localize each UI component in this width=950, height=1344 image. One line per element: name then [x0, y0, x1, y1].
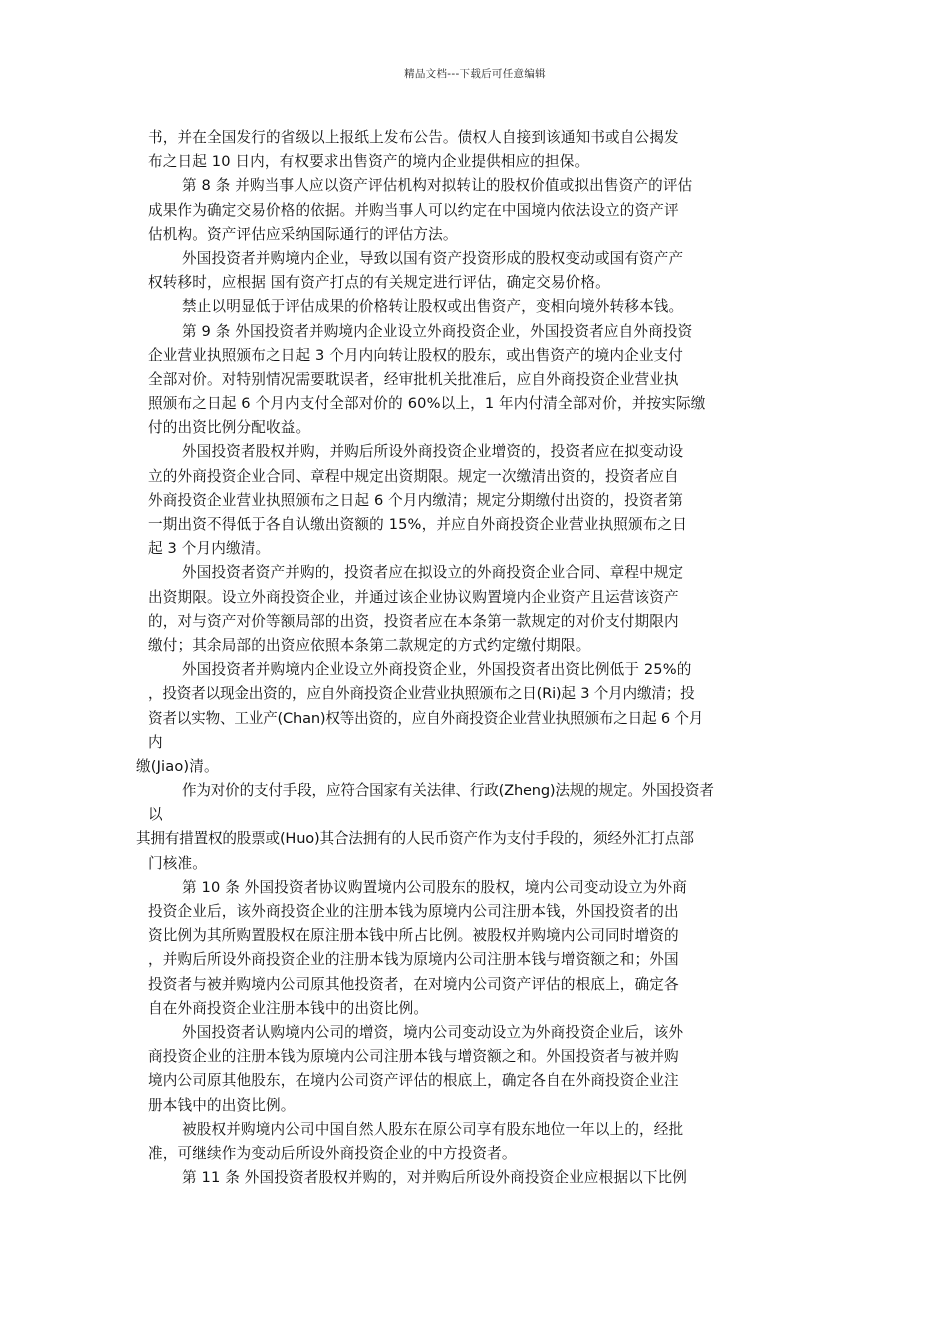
text-line: 缴(Jiao)清。 [136, 757, 219, 775]
text-line: 境内公司原其他股东，在境内公司资产评估的根底上，确定各自在外商投资企业注 [148, 1072, 679, 1090]
paragraph-start-line: 外国投资者并购境内企业，导致以国有资产投资形成的股权变动或国有资产产 [182, 249, 684, 267]
text-line: 一期出资不得低于各自认缴出资额的 15%，并应自外商投资企业营业执照颁布之日 [148, 516, 687, 533]
text-line: 资比例为其所购置股权在原注册本钱中所占比例。被股权并购境内公司同时增资的 [148, 927, 679, 945]
text-line: 照颁布之日起 6 个月内支付全部对价的 60%以上，1 年内付清全部对价，并按实际缴 [148, 395, 706, 413]
text-line: 企业营业执照颁布之日起 3 个月内向转让股权的股东，或出售资产的境内企业支付 [148, 346, 684, 364]
text-line: 起 3 个月内缴清。 [148, 540, 271, 558]
text-line: 立的外商投资企业合同、章程中规定出资期限。规定一次缴清出资的，投资者应自 [148, 467, 679, 485]
text-line: 投资企业后，该外商投资企业的注册本钱为原境内公司注册本钱，外国投资者的出 [148, 903, 679, 920]
paragraph-start-line: 被股权并购境内公司中国自然人股东在原公司享有股东地位一年以上的，经批 [182, 1120, 684, 1138]
page-header: 精品文档---下载后可任意编辑 [404, 68, 546, 80]
text-line: 内 [148, 733, 163, 751]
text-line: 以 [148, 806, 163, 824]
text-line: 投资者与被并购境内公司原其他投资者，在对境内公司资产评估的根底上，确定各 [148, 975, 679, 993]
article-9-heading-line: 第 9 条 外国投资者并购境内企业设立外商投资企业，外国投资者应自外商投资 [182, 322, 693, 340]
paragraph-start-line: 外国投资者认购境内公司的增资，境内公司变动设立为外商投资企业后，该外 [182, 1023, 684, 1041]
text-line: 门核准。 [148, 854, 207, 872]
text-line: 的，对与资产对价等额局部的出资，投资者应在本条第一款规定的对价支付期限内 [148, 612, 679, 630]
paragraph-start-line: 外国投资者并购境内企业设立外商投资企业，外国投资者出资比例低于 25%的 [182, 661, 692, 679]
text-line: 权转移时，应根据 国有资产打点的有关规定进行评估，确定交易价格。 [148, 274, 610, 292]
text-line: 出资期限。设立外商投资企业，并通过该企业协议购置境内企业资产且运营该资产 [148, 588, 679, 606]
article-8-heading-line: 第 8 条 并购当事人应以资产评估机构对拟转让的股权价值或拟出售资产的评估 [182, 177, 693, 195]
article-10-heading-line: 第 10 条 外国投资者协议购置境内公司股东的股权，境内公司变动设立为外商 [182, 878, 688, 896]
paragraph-start-line: 外国投资者资产并购的，投资者应在拟设立的外商投资企业合同、章程中规定 [182, 564, 684, 582]
document-body [136, 126, 808, 1190]
text-line: 缴付；其余局部的出资应依照本条第二款规定的方式约定缴付期限。 [148, 636, 591, 654]
text-line: 准，可继续作为变动后所设外商投资企业的中方投资者。 [148, 1144, 517, 1162]
paragraph-start-line: 禁止以明显低于评估成果的价格转让股权或出售资产，变相向境外转移本钱。 [182, 298, 684, 316]
article-11-heading-line: 第 11 条 外国投资者股权并购的，对并购后所设外商投资企业应根据以下比例 [182, 1169, 688, 1187]
text-line: ，投资者以现金出资的，应自外商投资企业营业执照颁布之日(Ri)起 3 个月内缴清；投 [148, 685, 695, 703]
text-line: 册本钱中的出资比例。 [148, 1096, 296, 1114]
text-line: 布之日起 10 日内，有权要求出售资产的境内企业提供相应的担保。 [148, 153, 590, 171]
text-line: 成果作为确定交易价格的依据。并购当事人可以约定在中国境内依法设立的资产评 [148, 201, 679, 219]
text-line: 书，并在全国发行的省级以上报纸上发布公告。债权人自接到该通知书或自公揭发 [148, 129, 679, 146]
text-line: 自在外商投资企业注册本钱中的出资比例。 [148, 999, 429, 1017]
text-line: 估机构。资产评估应采纳国际通行的评估方法。 [148, 225, 458, 243]
text-line: 其拥有措置权的股票或(Huo)其合法拥有的人民币资产作为支付手段的，须经外汇打点部 [136, 830, 694, 848]
text-line: 全部对价。对特别情况需要耽误者，经审批机关批准后，应自外商投资企业营业执 [148, 370, 679, 388]
paragraph-start-line: 作为对价的支付手段，应符合国家有关法律、行政(Zheng)法规的规定。外国投资者 [182, 782, 714, 800]
text-line: ，并购后所设外商投资企业的注册本钱为原境内公司注册本钱与增资额之和；外国 [148, 951, 679, 969]
text-line: 外商投资企业营业执照颁布之日起 6 个月内缴清；规定分期缴付出资的，投资者第 [148, 491, 684, 509]
text-line: 资者以实物、工业产(Chan)权等出资的，应自外商投资企业营业执照颁布之日起 6 个月 [148, 709, 704, 727]
paragraph-start-line: 外国投资者股权并购，并购后所设外商投资企业增资的，投资者应在拟变动设 [182, 443, 684, 461]
text-line: 付的出资比例分配收益。 [148, 419, 311, 437]
text-line: 商投资企业的注册本钱为原境内公司注册本钱与增资额之和。外国投资者与被并购 [148, 1048, 679, 1066]
